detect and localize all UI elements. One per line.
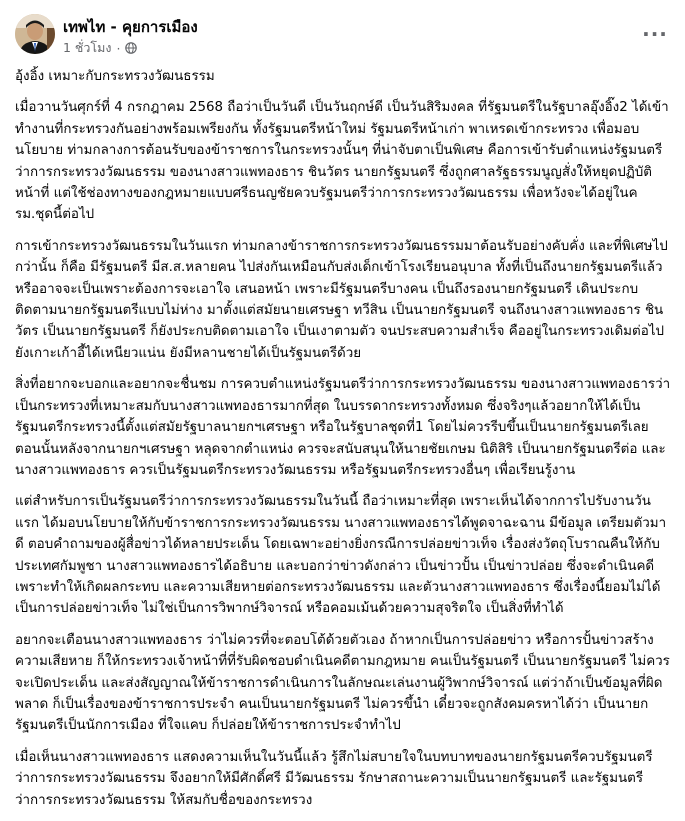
post-title-line: อุ้งอิ้ง เหมาะกับกระทรวงวัฒนธรรม: [15, 69, 215, 84]
globe-icon[interactable]: [125, 42, 137, 54]
post-paragraph-5: อยากจะเตือนนางสาวแพทองธาร ว่าไม่ควรที่จะตอบโต้ด้วยตัวเอง ถ้าหากเป็นการปล่อยข่าว หรือการปั้นข่าวสร้างความเสียหาย ก็ให้กระทรวงเจ้าหน้าที่ที่รับผิดชอบดำเนินคดีตามกฎหมาย คนเป็นรัฐมนตรี เป็นนายกรัฐมนตรี ไม่ควรจะเปิดประเด็น และส่งสัญญาณให้ข้าราชการดำเนินการในลักษณะเล่นงานผู้วิพากษ์วิจารณ์ แต่ว่าถ้าเป็นข้อมูลที่ผิดพลาด ก็เป็นเรื่องของข้าราชการประจำ คนเป็นนายกรัฐมนตรี ไม่ควรขึ้นำ เดี๋ยวจะถูกสังคมครหาได้ว่า เป็นนายกรัฐมนตรีเป็นนักการเมือง ที่ใจแคบ ก็ปล่อยให้ข้าราชการประจำทำไป: [15, 632, 670, 734]
meta-separator: ·: [116, 40, 121, 56]
post-paragraph-6: เมื่อเห็นนางสาวแพทองธาร แสดงความเห็นในวันนี้แล้ว รู้สึกไม่สบายใจในบทบาทของนายกรัฐมนตรีควบรัฐมนตรีว่าการกระทรวงวัฒนธรรม จึงอยากให้มีศักดิ์ศรี มีวัฒนธรรม รักษาสถานะความเป็นนายกรัฐมนตรี และรัฐมนตรีว่าการกระทรวงวัฒนธรรม ให้สมกับชื่อของกระทรวง: [15, 749, 653, 808]
author-name[interactable]: เทพไท - คุยการเมือง: [63, 18, 198, 36]
post-meta: [63, 38, 137, 58]
more-options-icon: ···: [642, 22, 668, 46]
post-paragraph-1: เมื่อวานวันศุกร์ที่ 4 กรกฎาคม 2568 ถือว่าเป็นวันดี เป็นวันฤกษ์ดี เป็นวันสิริมงคล ที่รัฐมนตรีในรัฐบาลอุ๊งอิ๊ง2 ได้เข้าทำงานที่กระทรวงกันอย่างพร้อมเพรียงกัน ทั้งรัฐมนตรีหน้าใหม่ รัฐมนตรีหน้าเก่า พาเหรดเข้ากระทรวง เพื่อมอบนโยบาย ท่ามกลางการต้อนรับของข้าราชการในกระทรวงนั้นๆ ที่น่าจับตาเป็นพิเศษ คือการเข้ารับตำแหน่งรัฐมนตรีว่าการกระทรวงวัฒนธรรม ของนางสาวแพทองธาร ชินวัตร นายกรัฐมนตรี ซึ่งถูกศาลรัฐธรรมนูญสั่งให้หยุดปฏิบัติหน้าที่ แต่ใช้ช่องทางของกฎหมายแบบศรีธนญชัยควบรัฐมนตรีว่าการกระทรวงวัฒนธรรม เพื่อหวังจะได้อยู่ในครม.ชุดนี้ต่อไป: [15, 100, 669, 223]
post-paragraph-3: สิ่งที่อยากจะบอกและอยากจะชื่นชม การควบตำแหน่งรัฐมนตรีว่าการกระทรวงวัฒนธรรม ของนางสาวแพทองธารว่า เป็นกระทรวงที่เหมาะสมกับนางสาวแพทองธารมากที่สุด ในบรรดากระทรวงทั้งหมด ซึ่งจริงๆแล้วอยากให้ได้เป็นรัฐมนตรีกระทรวงนี้ตั้งแต่สมัยรัฐบาลนายกฯเศรษฐา หรือในรัฐบาลชุดที่1 โดยไม่ควรรีบขึ้นเป็นนายกรัฐมนตรีเลย ตอนนั้นหลังจากนายกฯเศรษฐา หลุดจากตำแหน่ง ควรจะสนับสนุนให้นายชัยเกษม นิติสิริ เป็นนายกรัฐมนตรีต่อ และนางสาวแพทองธาร ควรเป็นรัฐมนตรีกระทรวงวัฒนธรรม หรือรัฐมนตรีกระทรวงอื่นๆ เพื่อเรียนรู้งาน: [15, 377, 671, 478]
post-header: [15, 14, 673, 56]
avatar[interactable]: [15, 14, 55, 54]
post-paragraph-2: การเข้ากระทรวงวัฒนธรรมในวันแรก ท่ามกลางข้าราชการกระทรวงวัฒนธรรมมาต้อนรับอย่างคับคั่ง และที่พิเศษไปกว่านั้น ก็คือ มีรัฐมนตรี มีส.ส.หลายคน ไปส่งกันเหมือนกับส่งเด็กเข้าโรงเรียนอนุบาล ทั้งที่เป็นถึงนายกรัฐมนตรีแล้ว หรืออาจจะเป็นเพราะต้องการจะเอาใจ เสนอหน้า เพราะมีรัฐมนตรีบางคน เป็นถึงรองนายกรัฐมนตรี เดินประกบติดตามนายกรัฐมนตรีแบบไม่ห่าง มาตั้งแต่สมัยนายเศรษฐา ทวีสิน เป็นนายกรัฐมนตรี จนถึงนางสาวแพทองธาร ชินวัตร เป็นนายกรัฐมนตรี ก็ยังประกบติดตามเอาใจ เป็นเงาตามตัว จนประสบความสำเร็จ คืออยู่ในกระทรวงเดิมต่อไป ยังเกาะเก้าอี้ได้เหนียวแน่น ยังมีหลานชายได้เป็นรัฐมนตรีด้วย: [15, 238, 668, 361]
more-options-button[interactable]: [637, 16, 673, 52]
post-paragraph-4: แต่สำหรับการเป็นรัฐมนตรีว่าการกระทรวงวัฒนธรรมในวันนี้ ถือว่าเหมาะที่สุด เพราะเห็นได้จากการไปรับงานวันแรก ได้มอบนโยบายให้กับข้าราชการกระทรวงวัฒนธรรม นางสาวแพทองธารได้พูดจาฉะฉาน มีข้อมูล เตรียมตัวมาดี ตอบคำถามของผู้สื่อข่าวได้หลายประเด็น โดยเฉพาะอย่างยิ่งกรณีการปล่อยข่าวเท็จ เรื่องส่งวัตถุโบราณคืนให้กับประเทศกัมพูชา นางสาวแพทองธารได้อธิบาย และบอกว่าข่าวดังกล่าว เป็นข่าวปั้น เป็นข่าวปล่อย ซึ่งจะดำเนินคดี เพราะทำให้เกิดผลกระทบ และความเสียหายต่อกระทรวงวัฒนธรรม และตัวนางสาวแพทองธาร ซึ่งเรื่องนี้ยอมไม่ได้ เป็นการปล่อยข่าวเท็จ ไม่ใช่เป็นการวิพากษ์วิจารณ์ หรือคอมเม้นด้วยความสุจริตใจ เป็นสิ่งที่ทำได้: [15, 494, 667, 617]
post-timestamp[interactable]: 1 ชั่วโมง: [63, 40, 112, 55]
post-content: [15, 66, 671, 821]
